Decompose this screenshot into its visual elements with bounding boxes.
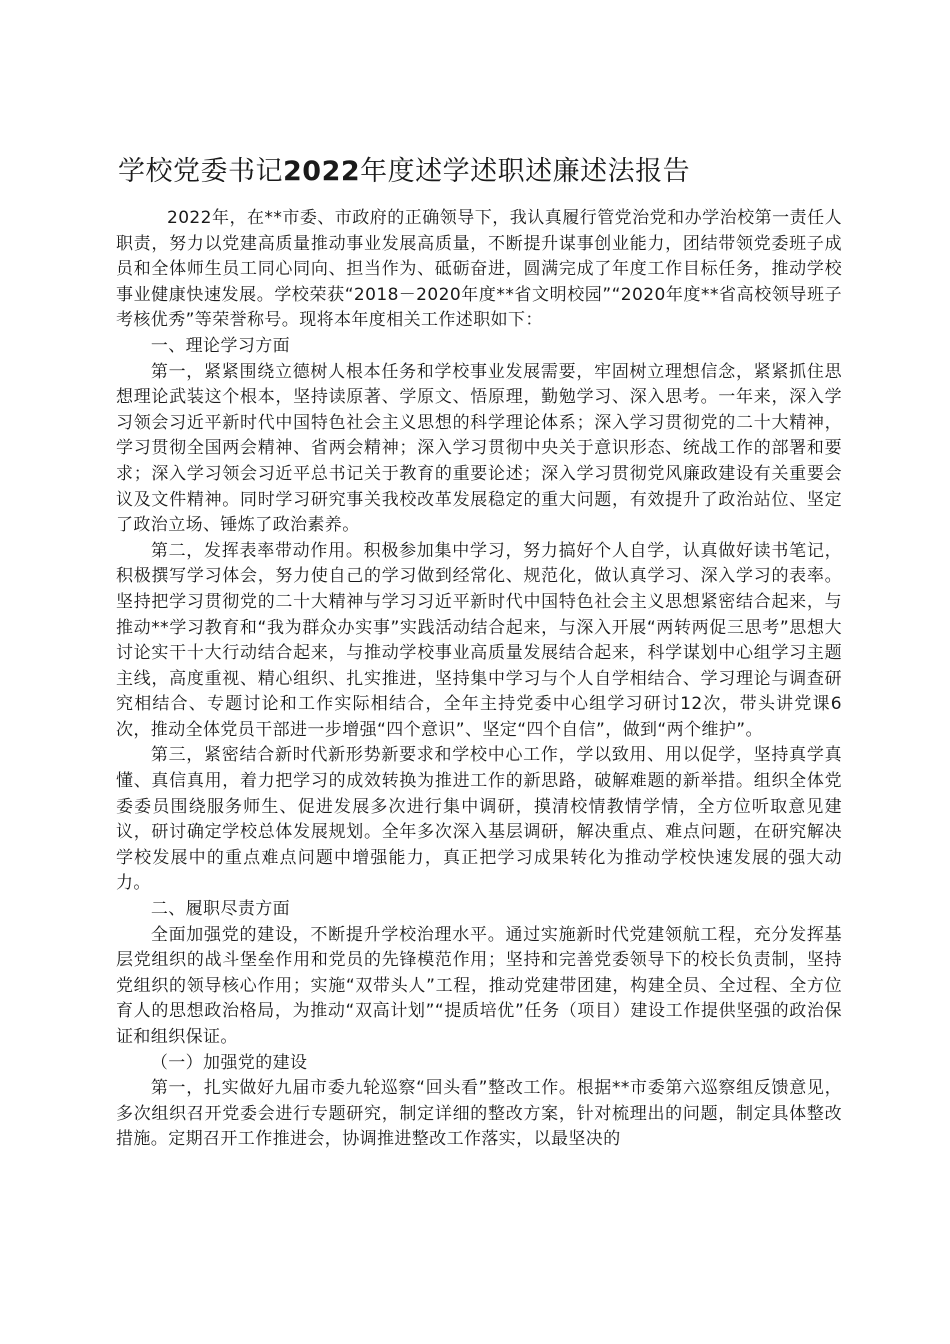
- section-heading-theory-study: 一、理论学习方面: [150, 335, 291, 356]
- title-year: 2022: [283, 156, 361, 187]
- body-paragraph: 第三，紧密结合新时代新形势新要求和学校中心工作，学以致用、用以促学，坚持真学真懂、真信真用，着力把学习的成效转换为推进工作的新思路，破解难题的新举措。组织全体党委委员围绕服务师生、促进发展多次进行集中调研，摸清校情教情学情，全方位听取意见建议，研讨确定学校总体发展规划。全年多次深入基层调研，解决重点、难点问题，在研究解决学校发展中的重点难点问题中增强能力，真正把学习成果转化为推动学校快速发展的强大动力。: [116, 745, 842, 894]
- body-paragraph: 第二，发挥表率带动作用。积极参加集中学习，努力搞好个人自学，认真做好读书笔记，积极撰写学习体会，努力使自己的学习做到经常化、规范化，做认真学习、深入学习的表率。坚持把学习贯彻党的二十大精神与学习习近平新时代中国特色社会主义思想紧密结合起来，与推动**学习教育和“我为群众办实事”实践活动结合起来，与深入开展“两转两促三思考”思想大讨论实干十大行动结合起来，与推动学校事业高质量发展结合起来，科学谋划中心组学习主题主线，高度重视、精心组织、扎实推进，坚持集中学习与个人自学相结合、学习理论与调查研究相结合、专题讨论和工作实际相结合，全年主持党委中心组学习研讨12次，带头讲党课6次，推动全体党员干部进一步增强“四个意识”、坚定“四个自信”，做到“两个维护”。: [116, 540, 842, 740]
- section-heading-duty-performance: 二、履职尽责方面: [150, 899, 291, 920]
- intro-paragraph: 2022年，在**市委、市政府的正确领导下，我认真履行管党治党和办学治校第一责任人职责，努力以党建高质量推动事业发展高质量，不断提升谋事创业能力，团结带领党委班子成员和全体师生员工同心同向、担当作为、砥砺奋进，圆满完成了年度工作目标任务，推动学校事业健康快速发展。学校荣获“2018－2020年度**省文明校园”“2020年度**省高校领导班子考核优秀”等荣誉称号。现将本年度相关工作述职如下：: [116, 208, 842, 331]
- title-suffix: 年度述学述职述廉述法报告: [360, 156, 691, 187]
- document-body: [116, 206, 842, 1153]
- title-prefix: 学校党委书记: [118, 156, 283, 187]
- body-paragraph: 全面加强党的建设，不断提升学校治理水平。通过实施新时代党建领航工程，充分发挥基层党组织的战斗堡垒作用和党员的先锋模范作用；坚持和完善党委领导下的校长负责制，坚持党组织的领导核心作用；实施“双带头人”工程，推动党建带团建，构建全员、全过程、全方位育人的思想政治格局，为推动“双高计划”“提质培优”任务（项目）建设工作提供坚强的政治保证和组织保证。: [116, 924, 842, 1047]
- subsection-heading-party-building: （一）加强党的建设: [150, 1052, 308, 1073]
- body-paragraph: 第一，紧紧围绕立德树人根本任务和学校事业发展需要，牢固树立理想信念，紧紧抓住思想理论武装这个根本，坚持读原著、学原文、悟原理，勤勉学习、深入思考。一年来，深入学习领会习近平新时代中国特色社会主义思想的科学理论体系；深入学习贯彻党的二十大精神，学习贯彻全国两会精神、省两会精神；深入学习贯彻中央关于意识形态、统战工作的部署和要求；深入学习领会习近平总书记关于教育的重要论述；深入学习贯彻党风廉政建设有关重要会议及文件精神。同时学习研究事关我校改革发展稳定的重大问题，有效提升了政治站位、坚定了政治立场、锤炼了政治素养。: [116, 361, 842, 536]
- body-paragraph: 第一，扎实做好九届市委九轮巡察“回头看”整改工作。根据**市委第六巡察组反馈意见，多次组织召开党委会进行专题研究，制定详细的整改方案，针对梳理出的问题，制定具体整改措施。定期召开工作推进会，协调推进整改工作落实，以最坚决的: [116, 1078, 842, 1150]
- page-title: [118, 150, 838, 194]
